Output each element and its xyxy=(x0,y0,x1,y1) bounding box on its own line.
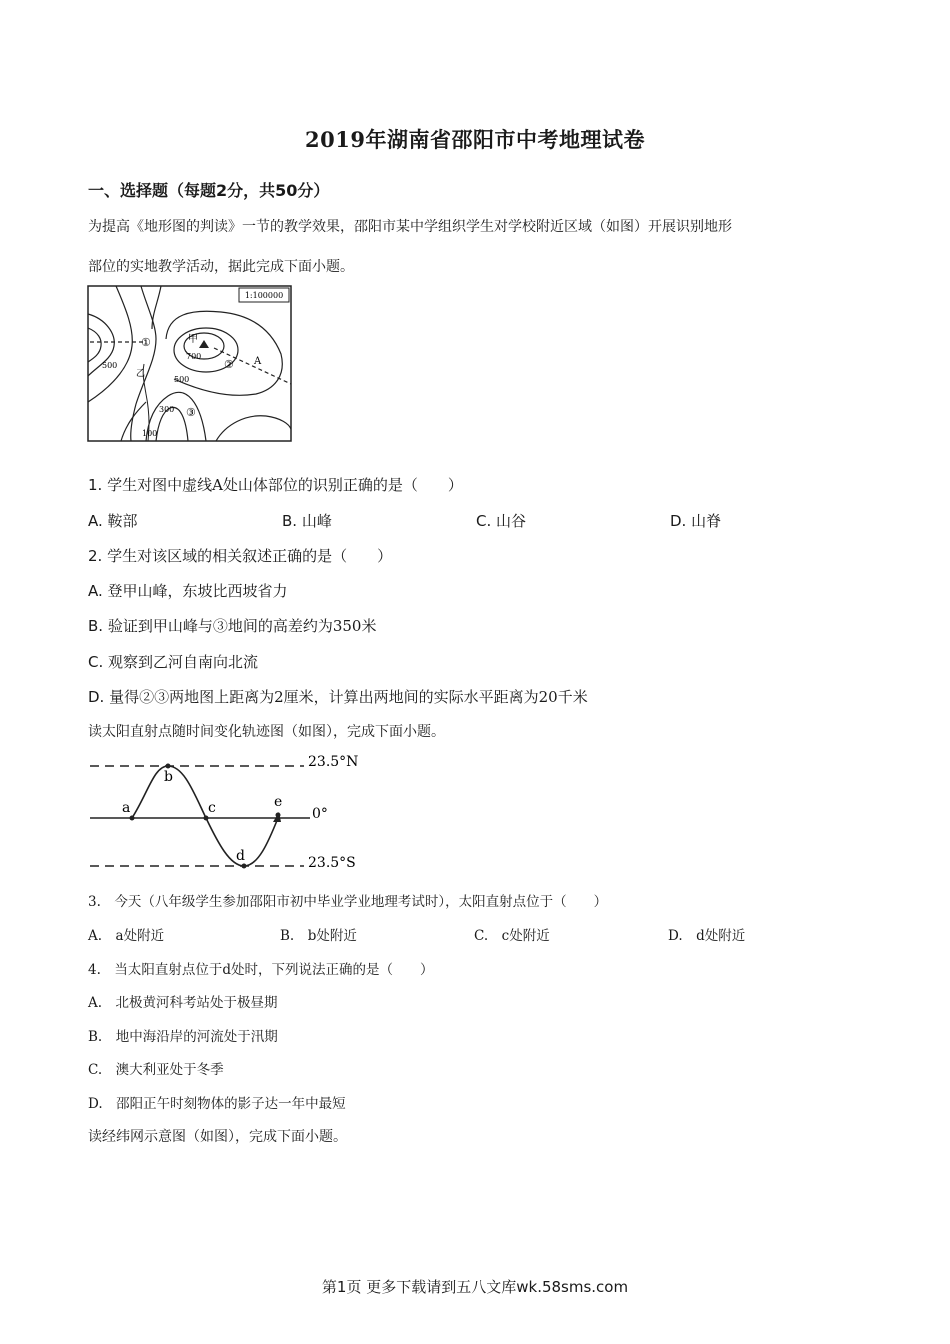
contour-label-500-left: 500 xyxy=(102,361,118,370)
point-3-label: ③ xyxy=(186,406,196,419)
question-1-option-d[interactable] xyxy=(670,510,721,531)
option-text: 观察到乙河自南向北流 xyxy=(103,653,259,671)
option-letter: A. xyxy=(88,512,103,530)
page-footer xyxy=(0,1276,950,1297)
contour-map-figure xyxy=(86,284,294,444)
option-text: 量得②③两地图上距离为2厘米，计算出两地间的实际水平距离为20千米 xyxy=(104,688,588,706)
option-letter: D. xyxy=(88,688,105,706)
peak-label: 甲 xyxy=(188,334,198,345)
contour-label-300: 300 xyxy=(159,405,175,414)
question-1-option-a[interactable] xyxy=(88,510,138,531)
sun-trajectory-figure xyxy=(86,748,359,876)
question-4: 4. 当太阳直射点位于d处时，下列说法正确的是（ ） xyxy=(88,962,434,978)
point-1-label: ① xyxy=(141,336,151,349)
point-c-label: c xyxy=(208,800,216,816)
section-heading: 一、选择题（每题2分，共50分） xyxy=(88,181,330,200)
option-letter: D. xyxy=(670,512,687,530)
sun-chart-intro: 读太阳直射点随时间变化轨迹图（如图），完成下面小题。 xyxy=(88,724,445,740)
question-1-number: 1. xyxy=(88,476,103,494)
question-3-option-a[interactable]: A. a处附近 xyxy=(88,928,165,944)
question-3-option-b[interactable]: B. b处附近 xyxy=(280,928,357,944)
footer-text: 页 更多下载请到五八文库 xyxy=(346,1278,517,1296)
option-text: 鞍部 xyxy=(102,512,138,530)
question-2-option-d[interactable] xyxy=(88,686,588,707)
point-e-dot xyxy=(276,813,281,818)
question-1-option-c[interactable] xyxy=(476,510,526,531)
point-2-label: ② xyxy=(224,358,234,371)
option-text: 山谷 xyxy=(491,512,527,530)
option-letter: B. xyxy=(282,512,298,530)
question-1 xyxy=(88,474,463,495)
contour-label-100: 100 xyxy=(142,429,158,438)
question-4-option-d[interactable]: D. 邵阳正午时刻物体的影子达一年中最短 xyxy=(88,1096,346,1112)
point-b-dot xyxy=(166,764,171,769)
grid-map-intro: 读经纬网示意图（如图），完成下面小题。 xyxy=(88,1129,347,1145)
question-2-option-b[interactable] xyxy=(88,615,376,636)
intro-paragraph-line-1: 为提高《地形图的判读》一节的教学效果，邵阳市某中学组织学生对学校附近区域（如图）开展识别地形 xyxy=(88,219,732,235)
point-a-dot xyxy=(130,816,135,821)
question-2-text: 学生对该区域的相关叙述正确的是（ ） xyxy=(102,547,393,565)
question-2 xyxy=(88,545,392,566)
option-letter: A. xyxy=(88,582,103,600)
equator-label: 0° xyxy=(312,806,328,822)
question-4-option-c[interactable]: C. 澳大利亚处于冬季 xyxy=(88,1062,224,1078)
footer-page-number: 1 xyxy=(336,1278,347,1296)
point-b-label: b xyxy=(164,769,173,785)
intro-paragraph-line-2: 部位的实地教学活动，据此完成下面小题。 xyxy=(88,259,354,275)
option-letter: C. xyxy=(88,653,104,671)
question-3-option-d[interactable]: D. d处附近 xyxy=(668,928,746,944)
point-d-dot xyxy=(242,864,247,869)
point-A-label: A xyxy=(254,356,262,367)
option-text: 山脊 xyxy=(686,512,722,530)
contour-label-500-right: 500 xyxy=(174,375,190,384)
point-e-label: e xyxy=(274,794,283,810)
point-d-label: d xyxy=(236,848,245,864)
question-2-option-c[interactable] xyxy=(88,651,258,672)
peak-elevation: 700 xyxy=(186,352,202,361)
tropic-south-label: 23.5°S xyxy=(308,855,356,871)
footer-prefix: 第 xyxy=(321,1278,337,1296)
map-scale-label: 1:100000 xyxy=(244,291,284,300)
option-text: 登甲山峰，东坡比西坡省力 xyxy=(102,582,288,600)
question-3: 3. 今天（八年级学生参加邵阳市初中毕业学业地理考试时），太阳直射点位于（ ） xyxy=(88,894,608,910)
page-title: 2019年湖南省邵阳市中考地理试卷 xyxy=(305,127,645,152)
point-a-label: a xyxy=(122,800,131,816)
question-1-option-b[interactable] xyxy=(282,510,332,531)
question-3-option-c[interactable]: C. c处附近 xyxy=(474,928,550,944)
tropic-north-label: 23.5°N xyxy=(308,754,359,770)
question-2-option-a[interactable] xyxy=(88,580,288,601)
option-letter: B. xyxy=(88,617,104,635)
option-text: 验证到甲山峰与③地间的高差约为350米 xyxy=(103,617,377,635)
question-4-option-b[interactable]: B. 地中海沿岸的河流处于汛期 xyxy=(88,1029,278,1045)
point-c-dot xyxy=(204,816,209,821)
question-4-option-a[interactable]: A. 北极黄河科考站处于极昼期 xyxy=(88,995,278,1011)
footer-link[interactable]: wk.58sms.com xyxy=(516,1278,629,1296)
question-2-number: 2. xyxy=(88,547,103,565)
river-label: 乙 xyxy=(136,369,146,379)
question-1-text: 学生对图中虚线A处山体部位的识别正确的是（ ） xyxy=(102,476,463,494)
option-letter: C. xyxy=(476,512,492,530)
option-text: 山峰 xyxy=(297,512,332,530)
